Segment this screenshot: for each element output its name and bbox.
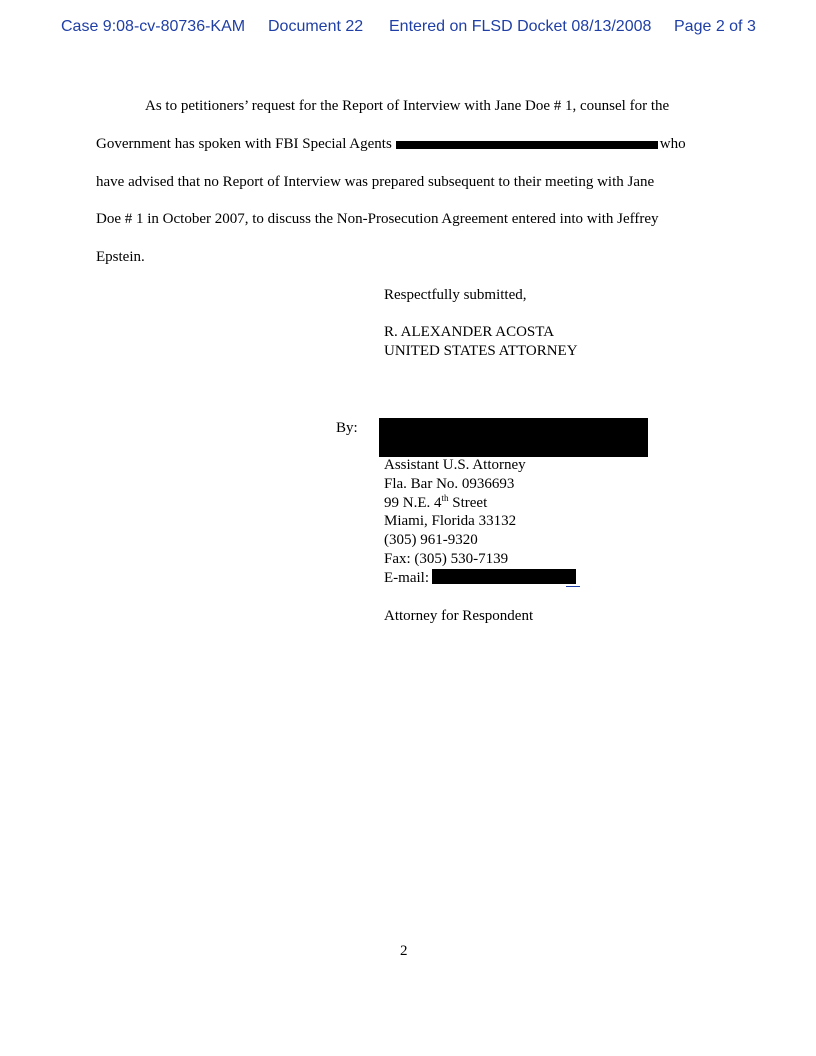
fax-number: Fax: (305) 530-7139	[384, 550, 509, 567]
closing: Respectfully submitted,	[384, 287, 527, 303]
email-line	[384, 569, 576, 588]
attorney-role: Attorney for Respondent	[384, 608, 534, 624]
contact-block	[384, 456, 576, 588]
case-number: Case 9:08-cv-80736-KAM	[61, 18, 246, 35]
paragraph-line: have advised that no Report of Interview was prepared subsequent to their meeting with Jane	[96, 174, 655, 190]
paragraph-line: Doe # 1 in October 2007, to discuss the Non-Prosecution Agreement entered into with Jeffrey	[96, 211, 659, 227]
email-redaction-bar	[432, 569, 576, 584]
email-label: E-mail:	[384, 569, 429, 586]
street-address: 99 N.E. 4th Street	[384, 492, 488, 511]
paragraph-text: who	[659, 136, 686, 152]
by-label: By:	[336, 420, 358, 436]
paragraph-line	[96, 135, 686, 153]
attorney-office: UNITED STATES ATTORNEY	[384, 342, 578, 359]
docket-header	[0, 16, 816, 40]
paragraph-line: Epstein.	[96, 249, 145, 265]
document-number: Document 22	[268, 18, 364, 35]
signature-redaction-box	[379, 418, 648, 457]
redaction-bar	[396, 140, 658, 150]
docket-entry: Entered on FLSD Docket 08/13/2008	[389, 18, 652, 35]
bar-number: Fla. Bar No. 0936693	[384, 475, 515, 492]
city-state-zip: Miami, Florida 33132	[384, 513, 517, 530]
paragraph-line: As to petitioners’ request for the Report of Interview with Jane Doe # 1, counsel for the	[145, 98, 670, 114]
attorney-block	[384, 323, 578, 361]
attorney-title: Assistant U.S. Attorney	[384, 457, 526, 473]
page-number: 2	[400, 943, 408, 959]
phone-number: (305) 961-9320	[384, 532, 478, 549]
page-indicator: Page 2 of 3	[674, 18, 756, 35]
paragraph-text: Government has spoken with FBI Special Agents	[96, 136, 392, 152]
attorney-name: R. ALEXANDER ACOSTA	[384, 324, 555, 340]
